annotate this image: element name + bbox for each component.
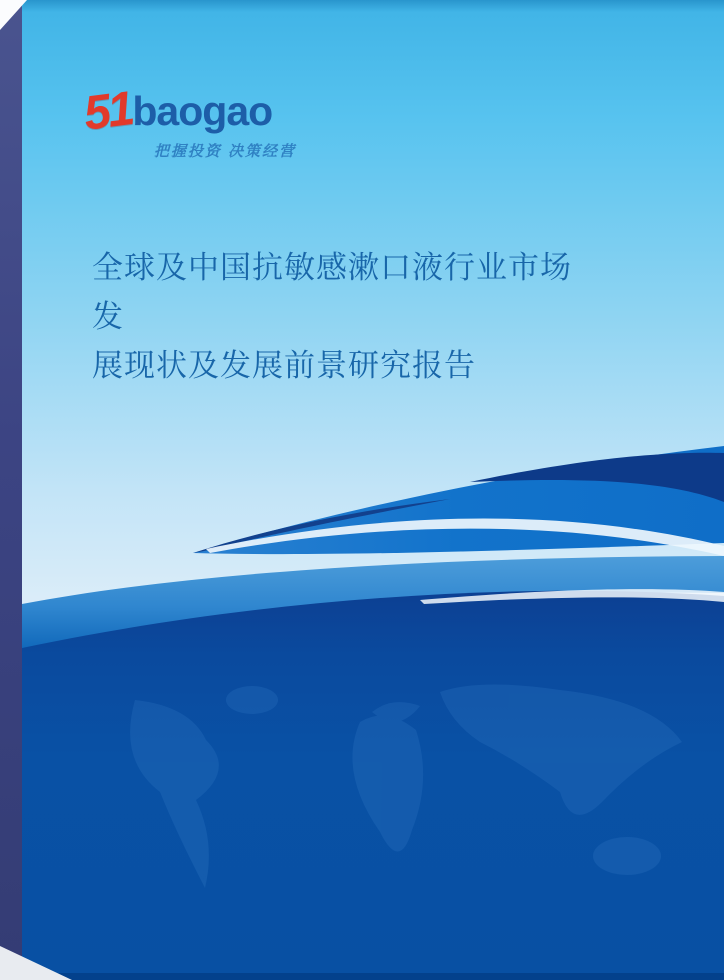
report-title-line1: 全球及中国抗敏感漱口液行业市场发 (92, 250, 572, 334)
report-title-line2: 展现状及发展前景研究报告 (92, 348, 476, 383)
logo-wordmark (80, 82, 296, 141)
book-spine (0, 0, 22, 980)
brand-logo (80, 82, 296, 161)
logo-tagline: 把握投资 决策经营 (153, 143, 296, 160)
top-edge-shading (22, 0, 724, 12)
logo-name-text: baogao (132, 88, 273, 134)
report-title (92, 243, 592, 390)
logo-prefix-text: 51 (80, 82, 135, 141)
